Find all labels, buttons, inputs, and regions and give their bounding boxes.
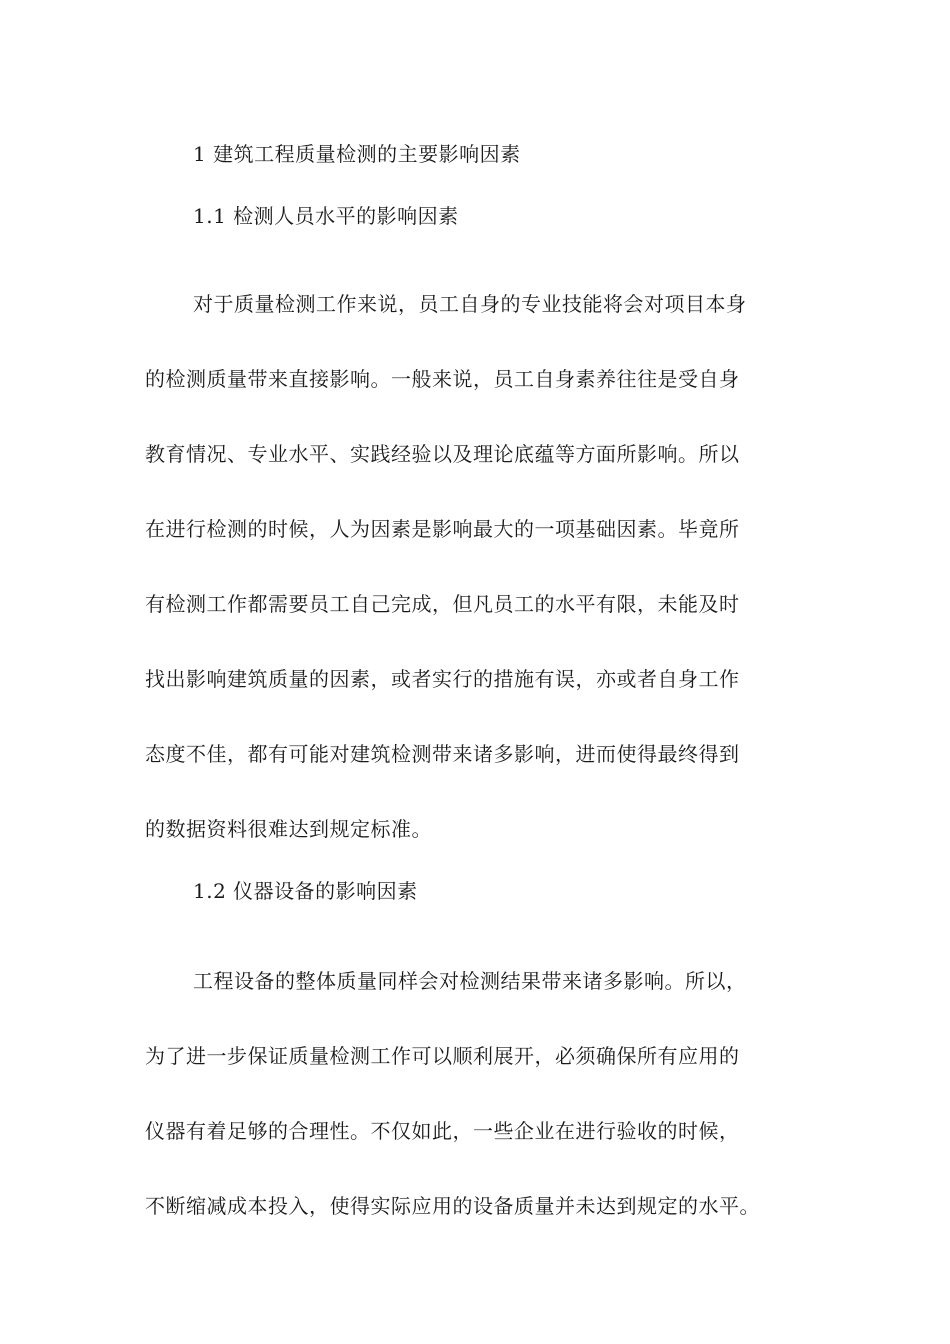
paragraph-line: 仪器有着足够的合理性。不仅如此，一些企业在进行验收的时候， (145, 1119, 740, 1143)
paragraph-line: 态度不佳，都有可能对建筑检测带来诸多影响，进而使得最终得到 (145, 742, 740, 766)
paragraph-line: 不断缩减成本投入，使得实际应用的设备质量并未达到规定的水平。 (145, 1194, 760, 1218)
paragraph-line: 工程设备的整体质量同样会对检测结果带来诸多影响。所以， (193, 969, 747, 993)
paragraph-line: 教育情况、专业水平、实践经验以及理论底蕴等方面所影响。所以 (145, 442, 740, 466)
main-heading: 1 建筑工程质量检测的主要影响因素 (193, 142, 521, 166)
paragraph-line: 在进行检测的时候，人为因素是影响最大的一项基础因素。毕竟所 (145, 517, 740, 541)
section-1-title: 1.1 检测人员水平的影响因素 (193, 204, 459, 228)
paragraph-line: 有检测工作都需要员工自己完成，但凡员工的水平有限，未能及时 (145, 592, 740, 616)
paragraph-line: 找出影响建筑质量的因素，或者实行的措施有误，亦或者自身工作 (145, 667, 740, 691)
section-2-title: 1.2 仪器设备的影响因素 (193, 879, 418, 903)
paragraph-line: 对于质量检测工作来说，员工自身的专业技能将会对项目本身 (193, 292, 747, 316)
paragraph-line: 的检测质量带来直接影响。一般来说，员工自身素养往往是受自身 (145, 367, 740, 391)
paragraph-line: 为了进一步保证质量检测工作可以顺利展开，必须确保所有应用的 (145, 1044, 740, 1068)
paragraph-line: 的数据资料很难达到规定标准。 (145, 817, 432, 841)
